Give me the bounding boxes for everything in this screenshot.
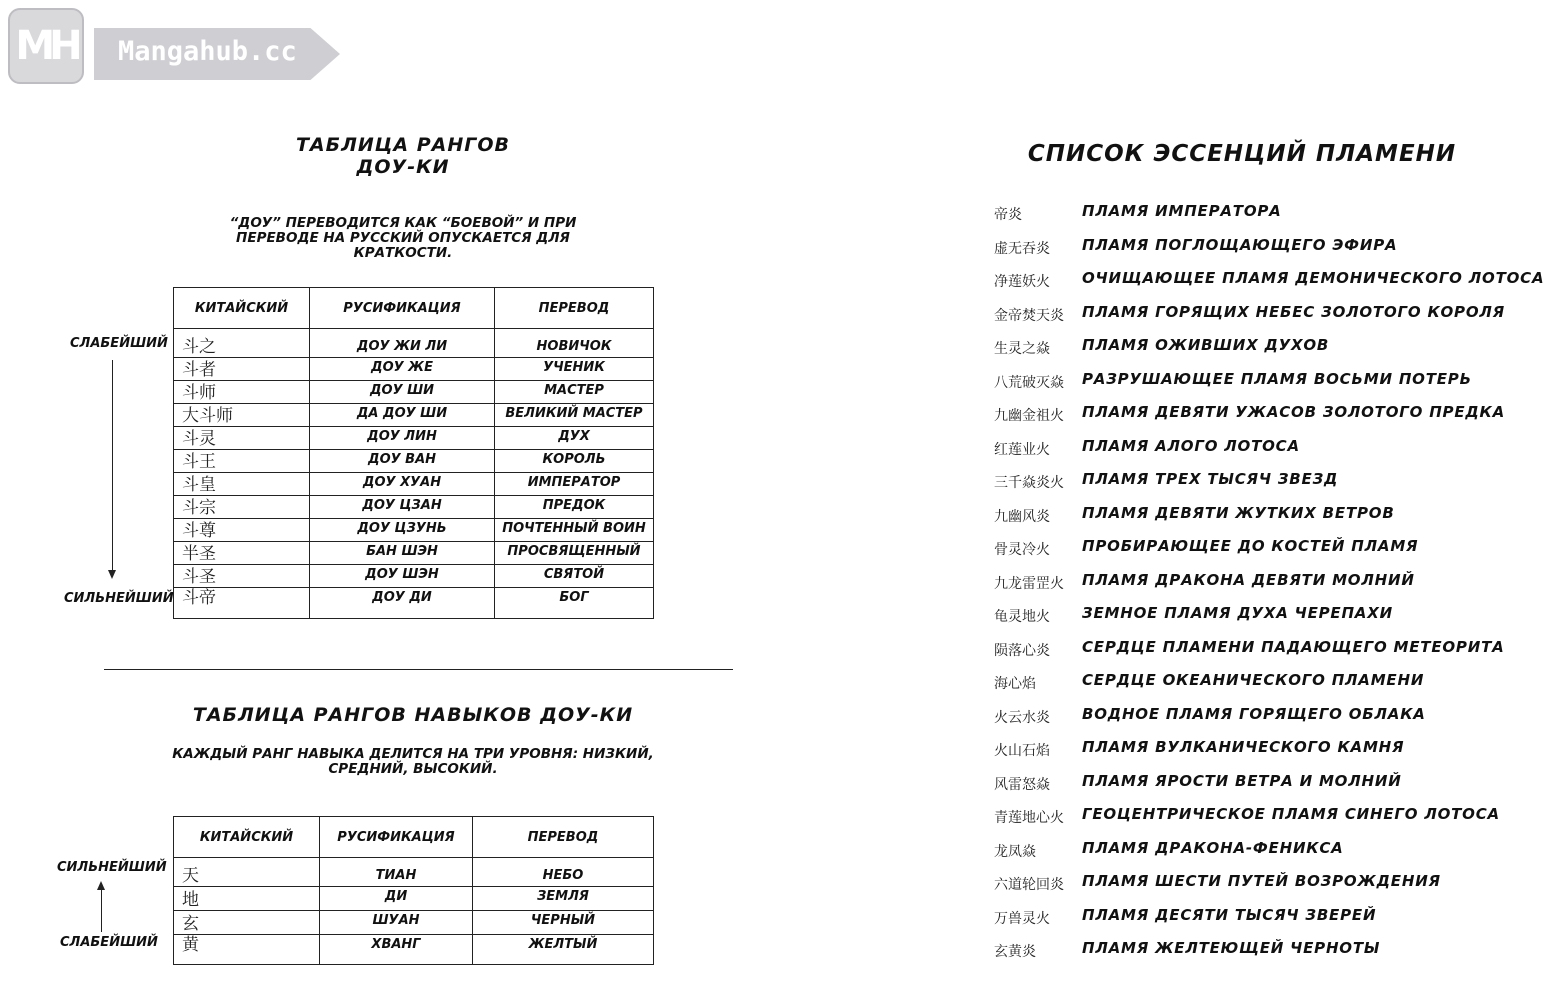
section-divider	[104, 669, 733, 670]
table-row	[174, 358, 654, 381]
flame-ru: ПЛАМЯ ШЕСТИ ПУТЕЙ ВОЗРОЖДЕНИЯ	[1082, 872, 1441, 890]
flame-zh: 火山石焰	[994, 743, 1050, 759]
rank-table-note-line3: КРАТКОСТИ.	[353, 245, 453, 261]
rank-zh: 斗帝	[174, 588, 310, 619]
rank-table-title-line2: ДОУ-КИ	[356, 156, 450, 178]
flame-ru: ВОДНОЕ ПЛАМЯ ГОРЯЩЕГО ОБЛАКА	[1082, 704, 1426, 723]
skill-table-title: ТАБЛИЦА РАНГОВ НАВЫКОВ ДОУ-КИ	[192, 704, 634, 726]
rank-zh: 大斗师	[174, 404, 310, 427]
skill-weakest-label: СЛАБЕЙШИЙ	[60, 935, 158, 950]
table-row	[174, 450, 654, 473]
table-row	[174, 588, 654, 619]
rank-tr: МАСТЕР	[495, 381, 654, 404]
rank-zh: 斗圣	[174, 565, 310, 588]
rank-rus: ДОУ ВАН	[310, 450, 495, 473]
flame-zh: 虚无吞炎	[994, 240, 1050, 257]
flame-ru: ПЛАМЯ АЛОГО ЛОТОСА	[1082, 436, 1300, 455]
skill-table-header-row	[174, 817, 654, 858]
flame-ru: ПЛАМЯ ДЕВЯТИ УЖАСОВ ЗОЛОТОГО ПРЕДКА	[1082, 403, 1506, 421]
skill-table-note	[143, 747, 683, 777]
rank-table-note-line2: ПЕРЕВОДЕ НА РУССКИЙ ОПУСКАЕТСЯ ДЛЯ	[236, 230, 570, 246]
flame-ru: ПЛАМЯ ПОГЛОЩАЮЩЕГО ЭФИРА	[1082, 235, 1398, 254]
flame-ru: СЕРДЦЕ ПЛАМЕНИ ПАДАЮЩЕГО МЕТЕОРИТА	[1082, 637, 1505, 656]
rank-rus: ДОУ ЖЕ	[310, 358, 495, 381]
flame-zh: 生灵之焱	[994, 341, 1050, 357]
flame-ru: ПЛАМЯ ЖЕЛТЕЮЩЕЙ ЧЕРНОТЫ	[1082, 939, 1381, 957]
skill-table-note-line2: СРЕДНИЙ, ВЫСОКИЙ.	[328, 761, 498, 777]
skill-arrow-line	[101, 889, 102, 932]
flame-zh: 风雷怒焱	[994, 776, 1050, 793]
flame-zh: 青莲地心火	[994, 810, 1064, 826]
rank-tr: СВЯТОЙ	[495, 565, 654, 588]
flame-ru: ПЛАМЯ ВУЛКАНИЧЕСКОГО КАМНЯ	[1082, 738, 1405, 756]
rank-tr: УЧЕНИК	[495, 358, 654, 381]
skill-zh: 玄	[174, 911, 320, 935]
rank-rus: ДОУ ДИ	[310, 588, 495, 619]
rank-header-translation: ПЕРЕВОД	[495, 288, 654, 329]
site-logo: MH	[8, 8, 84, 84]
flame-zh: 八荒破灭焱	[994, 374, 1064, 391]
table-row	[174, 519, 654, 542]
flame-zh: 龙凤焱	[994, 843, 1036, 860]
rank-strongest-label: СИЛЬНЕЙШИЙ	[64, 591, 174, 606]
rank-tr: ВЕЛИКИЙ МАСТЕР	[495, 404, 654, 427]
rank-rus: ДОУ ШЭН	[310, 565, 495, 588]
rank-tr: ДУХ	[495, 427, 654, 450]
skill-zh: 地	[174, 887, 320, 911]
skill-tr: ЧЕРНЫЙ	[473, 911, 654, 935]
flame-zh: 九幽金祖火	[994, 408, 1064, 424]
flame-list-title: СПИСОК ЭССЕНЦИЙ ПЛАМЕНИ	[1027, 141, 1457, 167]
table-row	[174, 911, 654, 935]
rank-weakest-label: СЛАБЕЙШИЙ	[70, 336, 168, 351]
rank-zh: 斗之	[174, 329, 310, 358]
flame-zh: 玄黄炎	[994, 944, 1036, 960]
flame-ru: ПЛАМЯ ДРАКОНА-ФЕНИКСА	[1082, 838, 1344, 857]
skill-rus: ХВАНГ	[320, 935, 473, 965]
flame-zh: 火云水炎	[994, 709, 1050, 726]
flame-zh: 海心焰	[994, 676, 1036, 692]
rank-table-title-line1: ТАБЛИЦА РАНГОВ	[295, 134, 511, 156]
flame-zh: 九龙雷罡火	[994, 575, 1064, 592]
skill-strongest-label: СИЛЬНЕЙШИЙ	[57, 860, 167, 875]
skill-header-russification: РУСИФИКАЦИЯ	[320, 817, 473, 858]
rank-zh: 斗宗	[174, 496, 310, 519]
table-row	[174, 935, 654, 965]
rank-tr: ПОЧТЕННЫЙ ВОИН	[495, 519, 654, 542]
rank-tr: ПРОСВЯЩЕННЫЙ	[495, 542, 654, 565]
site-name: Mangahub.cc	[118, 36, 297, 67]
flame-zh: 九幽风炎	[994, 508, 1050, 525]
rank-rus: ДОУ ШИ	[310, 381, 495, 404]
rank-tr: БОГ	[495, 588, 654, 619]
skill-rus: ДИ	[320, 887, 473, 911]
flame-zh: 净莲妖火	[994, 274, 1050, 290]
flame-ru: ПЛАМЯ ГОРЯЩИХ НЕБЕС ЗОЛОТОГО КОРОЛЯ	[1082, 302, 1506, 321]
flame-ru: ЗЕМНОЕ ПЛАМЯ ДУХА ЧЕРЕПАХИ	[1082, 604, 1393, 622]
table-row	[174, 473, 654, 496]
flame-ru: ПЛАМЯ ДЕСЯТИ ТЫСЯЧ ЗВЕРЕЙ	[1082, 905, 1377, 924]
rank-rus: ДОУ ЖИ ЛИ	[310, 329, 495, 358]
rank-zh: 斗皇	[174, 473, 310, 496]
flame-zh: 帝炎	[994, 207, 1022, 223]
rank-tr: НОВИЧОК	[495, 329, 654, 358]
table-row	[174, 404, 654, 427]
table-row	[174, 858, 654, 887]
skill-rus: ТИАН	[320, 858, 473, 887]
flame-zh: 三千焱炎火	[994, 475, 1064, 491]
rank-header-russification: РУСИФИКАЦИЯ	[310, 288, 495, 329]
rank-tr: ПРЕДОК	[495, 496, 654, 519]
rank-arrow-line	[112, 360, 113, 572]
rank-zh: 斗尊	[174, 519, 310, 542]
skill-header-chinese: КИТАЙСКИЙ	[174, 817, 320, 858]
rank-zh: 半圣	[174, 542, 310, 565]
flame-zh: 骨灵冷火	[994, 542, 1050, 558]
flame-zh: 陨落心炎	[994, 642, 1050, 659]
flame-ru: ПЛАМЯ ДРАКОНА ДЕВЯТИ МОЛНИЙ	[1082, 570, 1415, 589]
rank-table	[173, 287, 654, 619]
rank-tr: ИМПЕРАТОР	[495, 473, 654, 496]
flame-ru: ГЕОЦЕНТРИЧЕСКОЕ ПЛАМЯ СИНЕГО ЛОТОСА	[1082, 805, 1500, 823]
table-row	[174, 496, 654, 519]
rank-table-note-line1: “ДОУ” ПЕРЕВОДИТСЯ КАК “БОЕВОЙ” И ПРИ	[229, 215, 577, 231]
table-row	[174, 329, 654, 358]
rank-table-header-row	[174, 288, 654, 329]
rank-zh: 斗灵	[174, 427, 310, 450]
flame-ru: ОЧИЩАЮЩЕЕ ПЛАМЯ ДЕМОНИЧЕСКОГО ЛОТОСА	[1082, 269, 1545, 287]
skill-tr: НЕБО	[473, 858, 654, 887]
rank-rus: ДОУ ЦЗУНЬ	[310, 519, 495, 542]
rank-header-chinese: КИТАЙСКИЙ	[174, 288, 310, 329]
skill-zh: 黄	[174, 935, 320, 965]
flame-ru: ПЛАМЯ ЯРОСТИ ВЕТРА И МОЛНИЙ	[1082, 771, 1402, 790]
table-row	[174, 542, 654, 565]
rank-zh: 斗师	[174, 381, 310, 404]
skill-zh: 天	[174, 858, 320, 887]
flame-ru: ПЛАМЯ ОЖИВШИХ ДУХОВ	[1082, 336, 1330, 354]
flame-ru: РАЗРУШАЮЩЕЕ ПЛАМЯ ВОСЬМИ ПОТЕРЬ	[1082, 369, 1472, 388]
flame-ru: ПРОБИРАЮЩЕЕ ДО КОСТЕЙ ПЛАМЯ	[1082, 537, 1419, 555]
flame-zh: 六道轮回炎	[994, 877, 1064, 893]
rank-rus: БАН ШЭН	[310, 542, 495, 565]
arrow-down-icon	[108, 570, 116, 579]
rank-zh: 斗者	[174, 358, 310, 381]
table-row	[174, 565, 654, 588]
rank-table-note	[173, 216, 633, 261]
flame-zh: 万兽灵火	[994, 910, 1050, 927]
flame-ru: ПЛАМЯ ТРЕХ ТЫСЯЧ ЗВЕЗД	[1082, 470, 1339, 488]
flame-zh: 红莲业火	[994, 441, 1050, 458]
skill-table-note-line1: КАЖДЫЙ РАНГ НАВЫКА ДЕЛИТСЯ НА ТРИ УРОВНЯ: НИЗКИЙ,	[172, 746, 654, 762]
rank-rus: ДОУ ЦЗАН	[310, 496, 495, 519]
flame-zh: 龟灵地火	[994, 609, 1050, 625]
flame-ru: ПЛАМЯ ИМПЕРАТОРА	[1082, 202, 1282, 220]
skill-tr: ЗЕМЛЯ	[473, 887, 654, 911]
flame-ru: СЕРДЦЕ ОКЕАНИЧЕСКОГО ПЛАМЕНИ	[1082, 671, 1425, 689]
skill-header-translation: ПЕРЕВОД	[473, 817, 654, 858]
flame-ru: ПЛАМЯ ДЕВЯТИ ЖУТКИХ ВЕТРОВ	[1082, 503, 1395, 522]
rank-rus: ДА ДОУ ШИ	[310, 404, 495, 427]
skill-tr: ЖЕЛТЫЙ	[473, 935, 654, 965]
rank-table-title	[213, 134, 593, 178]
table-row	[174, 887, 654, 911]
rank-zh: 斗王	[174, 450, 310, 473]
table-row	[174, 381, 654, 404]
rank-rus: ДОУ ЛИН	[310, 427, 495, 450]
skill-rus: ШУАН	[320, 911, 473, 935]
skill-table	[173, 816, 654, 965]
flame-zh: 金帝焚天炎	[994, 307, 1064, 324]
rank-tr: КОРОЛЬ	[495, 450, 654, 473]
table-row	[174, 427, 654, 450]
rank-rus: ДОУ ХУАН	[310, 473, 495, 496]
